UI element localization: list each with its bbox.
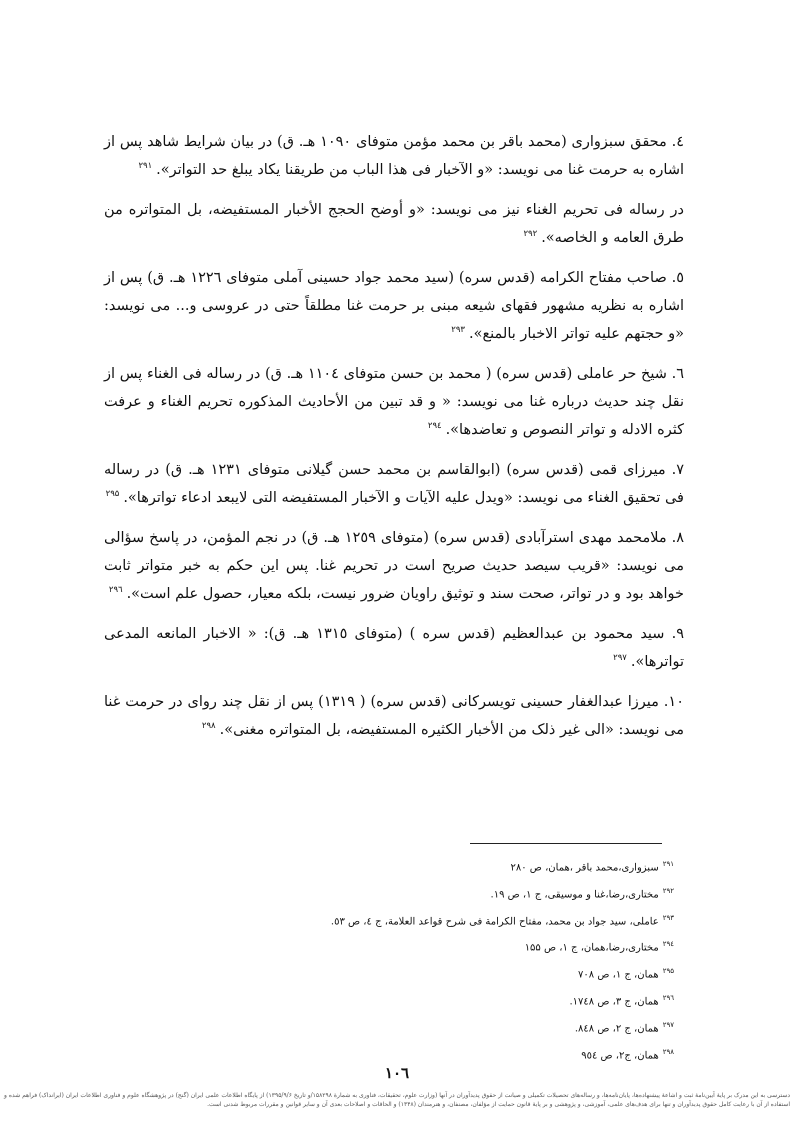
footnote-ref[interactable]: ۲۹۲ xyxy=(523,229,538,240)
footnote-ref[interactable]: ۲۹۱ xyxy=(138,161,153,172)
footnote-item: $^{۲۹۲}$مختاری،رضا،غنا و موسیقی، ج ۱، ص ۱۹. xyxy=(490,886,674,901)
footnote-divider xyxy=(470,843,662,844)
page-number: ١٠٦ xyxy=(384,1064,410,1082)
paragraph-5: ٥. صاحب مفتاح الکرامه (قدس سره) (سید محمد جواد حسینی آملی متوفای ١٢٢٦ هـ. ق) پس از اشاره به نظریه مشهور فقهای شیعه مبنی بر حرمت غنا مطلقاً حتی در عروسی و... می نویسد: «و حجتهم علیه تواتر الاخبار بالمنع».$^{۲۹۳}$ xyxy=(104,270,684,342)
footnote-item: $^{۲۹۳}$عاملی، سید جواد بن محمد، مفتاح الکرامة فی شرح قواعد العلامة، ج ٤، ص ٥۳. xyxy=(330,913,674,927)
footnote-ref[interactable]: ۲۹۳ xyxy=(451,325,465,336)
footnote-item: $^{۲۹٤}$مختاری،رضا،همان، ج ۱، ص ۱۵۵ xyxy=(524,940,674,954)
footnote-ref[interactable]: ۲۹٦ xyxy=(108,585,123,596)
footnotes xyxy=(114,853,674,1068)
paragraph-4-continued: در رساله فی تحریم الغناء نیز می نویسد: «و أوضح الحجج الأخبار المستفیضه، بل المتواتره من طرق العامه و الخاصه».$^{۲۹۲}$ xyxy=(104,202,684,246)
paragraph-9: ٩. سید محمود بن عبدالعظیم (قدس سره ) (متوفای ١٣١٥ هـ. ق): « الاخبار المانعه المدعی تواترها».$^{۲۹۷}$ xyxy=(104,626,684,670)
body-text xyxy=(104,128,684,756)
paragraph-6: ٦. شیخ حر عاملی (قدس سره) ( محمد بن حسن متوفای ١١٠٤ هـ. ق) در رساله فی الغناء پس از نقل چند حدیث درباره غنا می نویسد: « و قد تبین من الأحادیث المذکوره تحریم الغناء و عرفت کثره الادله و تواتر النصوص و تعاضدها».$^{۲۹٤}$ xyxy=(104,366,684,438)
paragraph-10: ١٠. میرزا عبدالغفار حسینی تویسرکانی (قدس سره) ( ١٣١٩) پس از نقل چند روای در حرمت غنا می نویسد: «الی غیر ذلک من الأخبار الکثیره المستفیضه، بل المتواتره مغنی».$^{۲۹۸}$ xyxy=(104,694,684,738)
footnote-item: $^{۲۹۷}$همان، ج ۲، ص ۸٤۸. xyxy=(574,1020,674,1035)
footnote-item: $^{۲۹۱}$سبزواری،محمد باقر ،همان، ص ۲۸۰ xyxy=(510,860,674,874)
paragraph-8: ٨. ملامحمد مهدی استرآبادی (قدس سره) (متوفای ١٢٥٩ هـ. ق) در نجم المؤمن، در پاسخ سؤالی می نویسد: «قریب سیصد حدیث صریح است در تحریم غنا. پس این حکم به خبر متواتر ثابت خواهد بود و در تواتر، صحت سند و توثیق راویان ضرور نیست، بلکه معیار، حصول علم است».$^{۲۹٦}$ xyxy=(104,530,684,602)
footnote-item: $^{۲۹۵}$همان، ج ۱، ص ۷۰۸ xyxy=(578,967,674,981)
paragraph-4: ٤. محقق سبزواری (محمد باقر بن محمد مؤمن متوفای ١٠٩٠ هـ. ق) در بیان شرایط شاهد پس از اشاره به حرمت غنا می نویسد: «و الآخبار فی هذا الباب من طریقنا یکاد یبلغ حد التواتر».$^{۲۹۱}$ xyxy=(104,134,684,178)
footnote-ref[interactable]: ۲۹٤ xyxy=(427,421,442,432)
footnote-ref[interactable]: ۲۹۷ xyxy=(613,653,627,664)
copyright-notice: دسترسی به این مدرک بر پایهٔ آیین‌نامهٔ ثبت و اشاعهٔ پیشنهاده‌ها، پایان‌نامه‌ها، و رساله‌های تحصیلات تکمیلی و صیانت از حقوق پدیدآوران در آنها (وزارت علوم، تحقیقات، فناوری به شمارهٔ ۱۵۸۲۹۸/و تاریخ ۱۳۹۵/۹/۶) از پایگاه اطلاعات علمی ایران (گنج) در پژوهشگاه علوم و فناوری اطلاعات ایران (ایرانداک) فراهم شده و استفاده از آن با رعایت کامل حقوق پدیدآوران و تنها برای هدف‌های علمی، آموزشی، و پژوهشی و بر پایهٔ قانون حمایت از مؤلفان، مصنفان، و هنرمندان (۱۳۴۸) و الحاقات و اصلاحات بعدی آن و سایر قوانین و مقررات مربوط شدنی است. xyxy=(4,1092,790,1108)
footnote-item: $^{۲۹۸}$همان، ج۲، ص ۹٥٤ xyxy=(581,1047,674,1062)
footnote-item: $^{۲۹٦}$همان، ج ۳، ص ۱۷٤۸. xyxy=(569,994,674,1008)
paragraph-7: ٧. میرزای قمی (قدس سره) (ابوالقاسم بن محمد حسن گیلانی متوفای ١٢٣١ هـ. ق) در رساله فی تحقیق الغناء می نویسد: «ویدل علیه الآیات و الآخبار المستفیضه التی لایبعد ادعاء تواترها».$^{۲۹۵}$ xyxy=(104,462,684,506)
footnote-ref[interactable]: ۲۹۵ xyxy=(105,489,120,500)
footnote-ref[interactable]: ۲۹۸ xyxy=(201,721,216,732)
